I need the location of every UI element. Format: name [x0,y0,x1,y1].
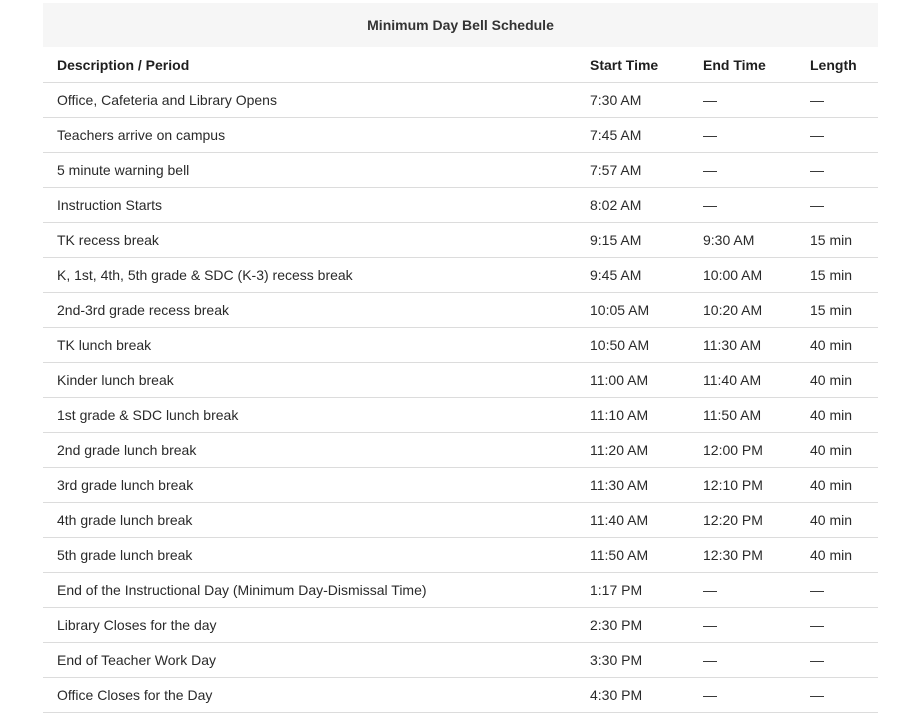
table-row [43,188,878,223]
row-end-time: — [689,153,796,188]
row-description: 4th grade lunch break [43,503,576,538]
row-description: 5th grade lunch break [43,538,576,573]
row-end-time: — [689,118,796,153]
row-length: 15 min [796,293,878,328]
row-start-time: 4:30 PM [576,678,689,713]
row-description: End of the Instructional Day (Minimum Day-Dismissal Time) [43,573,576,608]
row-end-time: 9:30 AM [689,223,796,258]
table-row [43,468,878,503]
row-description: End of Teacher Work Day [43,643,576,678]
row-length: 40 min [796,328,878,363]
row-start-time: 11:40 AM [576,503,689,538]
row-length: — [796,573,878,608]
row-start-time: 9:45 AM [576,258,689,293]
row-description: K, 1st, 4th, 5th grade & SDC (K-3) recess break [43,258,576,293]
row-description: Kinder lunch break [43,363,576,398]
row-start-time: 7:30 AM [576,83,689,118]
row-start-time: 11:10 AM [576,398,689,433]
row-end-time: — [689,188,796,223]
table-row [43,258,878,293]
row-end-time: 11:30 AM [689,328,796,363]
row-length: 40 min [796,538,878,573]
row-description: Instruction Starts [43,188,576,223]
row-description: 5 minute warning bell [43,153,576,188]
row-start-time: 10:50 AM [576,328,689,363]
table-row [43,643,878,678]
row-length: — [796,608,878,643]
row-description: 2nd-3rd grade recess break [43,293,576,328]
schedule-table [43,47,878,713]
row-length: — [796,83,878,118]
row-length: 15 min [796,258,878,293]
row-description: TK lunch break [43,328,576,363]
header-description: Description / Period [43,47,576,83]
row-length: 40 min [796,398,878,433]
row-length: 40 min [796,363,878,398]
row-length: — [796,678,878,713]
table-row [43,503,878,538]
row-description: 1st grade & SDC lunch break [43,398,576,433]
row-end-time: 10:20 AM [689,293,796,328]
row-start-time: 11:50 AM [576,538,689,573]
row-description: Office Closes for the Day [43,678,576,713]
row-description: TK recess break [43,223,576,258]
table-row [43,328,878,363]
row-start-time: 2:30 PM [576,608,689,643]
row-length: 40 min [796,503,878,538]
table-row [43,293,878,328]
table-row [43,83,878,118]
row-length: — [796,153,878,188]
row-length: 15 min [796,223,878,258]
row-description: 2nd grade lunch break [43,433,576,468]
row-description: 3rd grade lunch break [43,468,576,503]
table-row [43,153,878,188]
table-row [43,538,878,573]
row-description: Teachers arrive on campus [43,118,576,153]
row-end-time: — [689,678,796,713]
row-end-time: 12:00 PM [689,433,796,468]
table-row [43,118,878,153]
row-end-time: 12:10 PM [689,468,796,503]
table-row [43,678,878,713]
row-length: 40 min [796,468,878,503]
row-description: Office, Cafeteria and Library Opens [43,83,576,118]
row-description: Library Closes for the day [43,608,576,643]
table-row [43,363,878,398]
row-start-time: 8:02 AM [576,188,689,223]
row-length: — [796,643,878,678]
row-length: — [796,188,878,223]
row-end-time: 11:50 AM [689,398,796,433]
row-end-time: — [689,643,796,678]
table-row [43,608,878,643]
table-row [43,573,878,608]
row-length: — [796,118,878,153]
row-length: 40 min [796,433,878,468]
table-caption: Minimum Day Bell Schedule [43,3,878,47]
header-end-time: End Time [689,47,796,83]
row-end-time: 11:40 AM [689,363,796,398]
row-start-time: 9:15 AM [576,223,689,258]
row-start-time: 11:00 AM [576,363,689,398]
row-end-time: — [689,608,796,643]
row-start-time: 7:57 AM [576,153,689,188]
row-start-time: 10:05 AM [576,293,689,328]
row-start-time: 11:20 AM [576,433,689,468]
header-row [43,47,878,83]
row-end-time: — [689,573,796,608]
table-row [43,398,878,433]
row-start-time: 1:17 PM [576,573,689,608]
row-end-time: — [689,83,796,118]
header-length: Length [796,47,878,83]
table-row [43,433,878,468]
row-start-time: 11:30 AM [576,468,689,503]
header-start-time: Start Time [576,47,689,83]
bell-schedule-table [43,3,878,713]
table-row [43,223,878,258]
row-end-time: 12:20 PM [689,503,796,538]
row-start-time: 7:45 AM [576,118,689,153]
row-end-time: 10:00 AM [689,258,796,293]
row-end-time: 12:30 PM [689,538,796,573]
row-start-time: 3:30 PM [576,643,689,678]
